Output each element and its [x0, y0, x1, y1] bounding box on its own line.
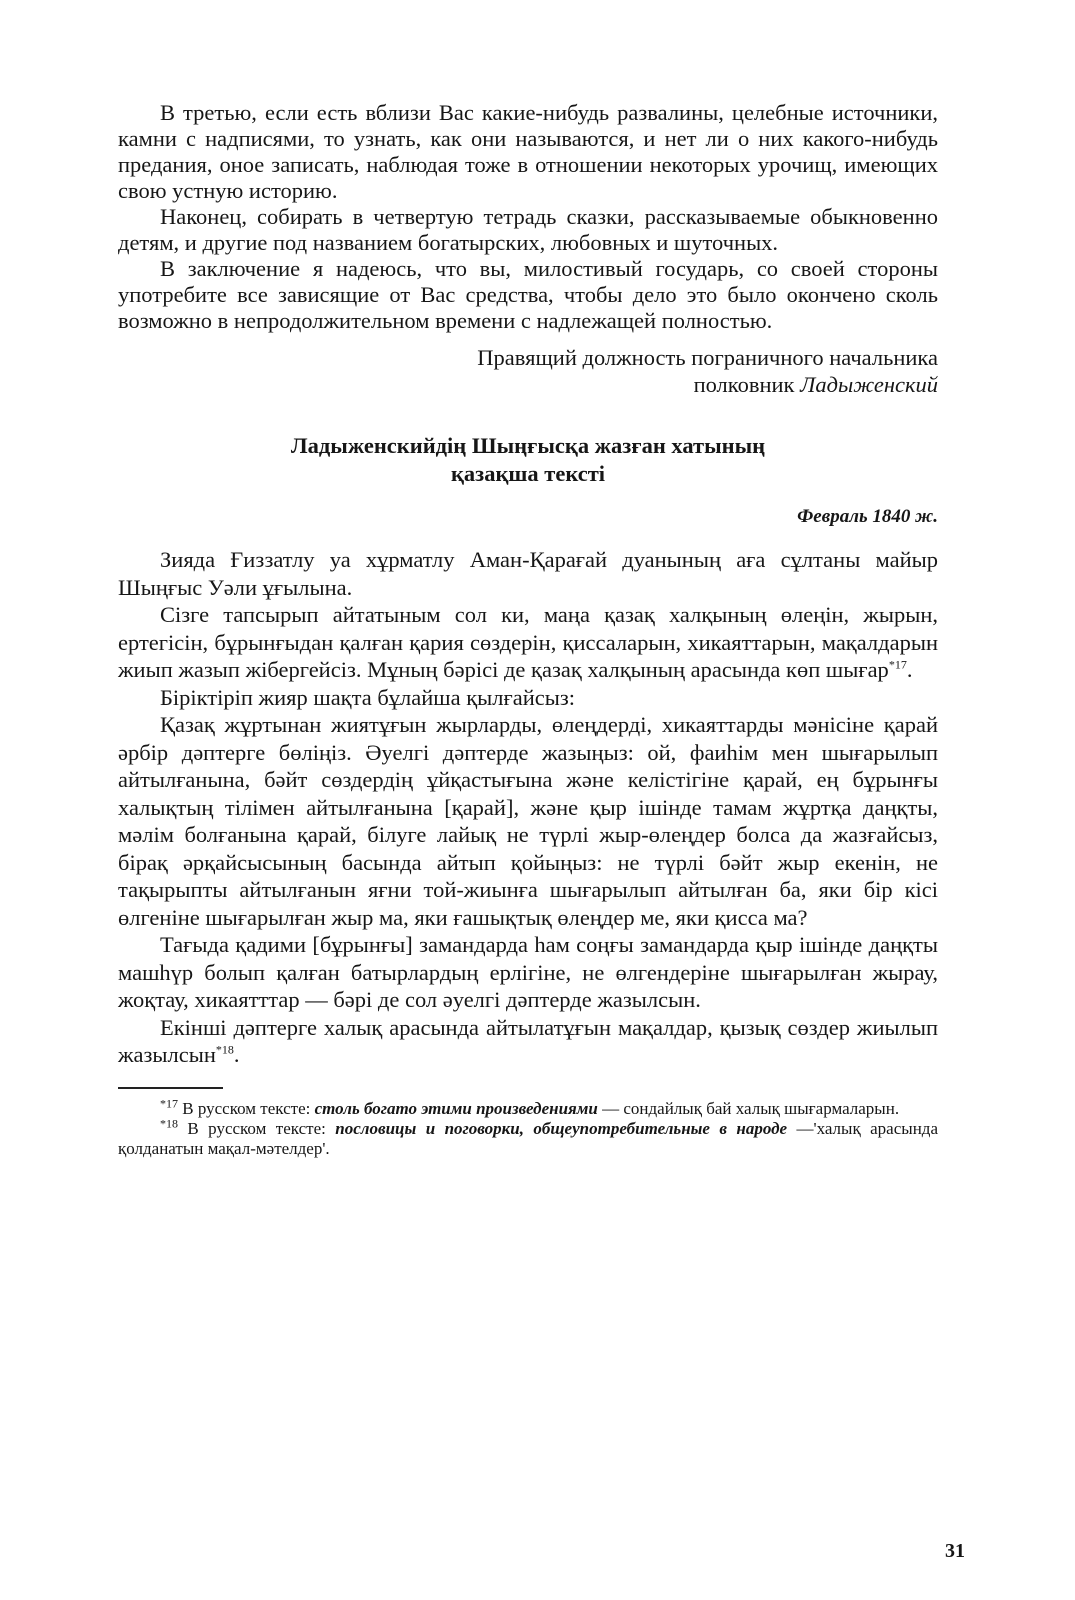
footnote-17-lead: В русском тексте: [178, 1098, 315, 1118]
ru-paragraph-3: В заключение я надеюсь, что вы, милостивый государь, со своей стороны употребите все зависящие от Вас средства, чтобы дело это было окончено сколь возможно в непродолжительном времени с надлежащей полностью. [118, 256, 938, 333]
signature-name: Ладыженский [800, 372, 938, 397]
signature-block [118, 344, 938, 398]
footnote-18-mark: *18 [160, 1115, 178, 1130]
footnote-divider [118, 1087, 223, 1089]
kz-paragraph-1: Зияда Ғиззатлу уа хұрматлу Аман-Қарағай дуанының аға сұлтаны майыр Шыңғыс Уәли ұғылына. [118, 547, 938, 600]
kz-paragraph-2-end: . [906, 657, 913, 682]
section-title [118, 432, 938, 488]
section-title-line-2: қазақша тексті [450, 461, 606, 486]
footnote-17-mark: *17 [160, 1095, 178, 1110]
footnote-17-tail: — сондайлық бай халық шығармаларын. [597, 1098, 900, 1118]
footnote-ref-17[interactable]: *17 [888, 657, 907, 672]
kz-paragraph-6 [118, 1014, 938, 1069]
kz-paragraph-3: Біріктіріп жияр шақта бұлайша қылғайсыз: [160, 684, 575, 710]
footnote-17-quote: столь богато этими произведениями [314, 1098, 598, 1118]
signature-position: Правящий должность пограничного начальника [477, 345, 938, 370]
footnote-18 [118, 1115, 938, 1159]
footnote-18-lead: В русском тексте: [178, 1118, 336, 1138]
kz-paragraph-2-text: Сізге тапсырып айтатыным сол ки, маңа қазақ халқының өлеңін, жырын, ертегісін, бұрынғыдан қалған қария сөздерін, қиссаларын, хикаяттарын, мақалдарын жиып жазып жібергейсіз. Мұның бәрісі де қазақ халқының арасында көп шығар [118, 602, 938, 682]
kz-paragraph-5: Тағыда қадими [бұрынғы] замандарда һам соңғы замандарда қыр ішінде даңқты машһүр болып қалған батырлардың ерлігіне, не өлгендеріне шығарылған жырау, жоқтау, хикаятттар — бәрі де сол әуелгі дәптерде жазылсын. [118, 932, 938, 1012]
page-number: 31 [945, 1540, 965, 1562]
letter-date: Февраль 1840 ж. [797, 506, 938, 527]
kz-paragraph-6-end: . [233, 1042, 240, 1067]
footnote-ref-18[interactable]: *18 [215, 1042, 234, 1057]
signature-rank-line [118, 371, 938, 398]
page-content [118, 100, 938, 1159]
signature-rank: полковник [693, 372, 801, 397]
footnote-18-tail: —'халық арасында қолданатын мақал-мәтелдер'. [118, 1118, 938, 1158]
ru-paragraph-2: Наконец, собирать в четвертую тетрадь сказки, рассказываемые обыкновенно детям, и другие под названием богатырских, любовных и шуточных. [118, 204, 938, 255]
kazakh-text [118, 546, 938, 1069]
section-title-line-1: Ладыженскийдің Шыңғысқа жазған хатының [290, 433, 766, 458]
kz-paragraph-2 [118, 601, 938, 684]
kz-paragraph-4: Қазақ жұртынан жиятұғын жырларды, өлеңдерді, хикаяттарды мәнісіне қарай әрбір дәптерге бөліңіз. Әуелгі дәптерде жазыңыз: ой, фаиһім мен шығарылып айтылғанына, бәйт сөздердің ұйқастығына және келістігіне қарай, ең бұрынғы халықтың тілімен айтылғанына [қарай], және қыр ішінде тамам жұртқа даңқты, мәлім болғанына қарай, білуге лайық не түрлі жыр-өлеңдер болса да жазғайсыз, бірақ әрқайсысының басында айтып қойыңыз: не түрлі бәйт жыр екенін, не тақырыпты айтылғанын яғни той-жиынға шығарылып айтылған ба, яки бір кісі өлгеніне шығарылған жыр ма, яки ғашықтық өлеңдер ме, яки қисса ма? [118, 712, 938, 930]
footnote-17 [118, 1095, 938, 1119]
kz-paragraph-6-text: Екінші дәптерге халық арасында айтылатұғын мақалдар, қызық сөздер жиылып жазылсын [118, 1014, 938, 1067]
footnote-18-quote: пословицы и поговорки, общеупотребительные в народе [335, 1118, 788, 1138]
ru-paragraph-1: В третью, если есть вблизи Вас какие-нибудь развалины, целебные источники, камни с надписями, то узнать, как они называются, и нет ли о них какого-нибудь предания, оное записать, наблюдая тоже в отношении некоторых урочищ, имеющих свою устную историю. [118, 100, 938, 203]
